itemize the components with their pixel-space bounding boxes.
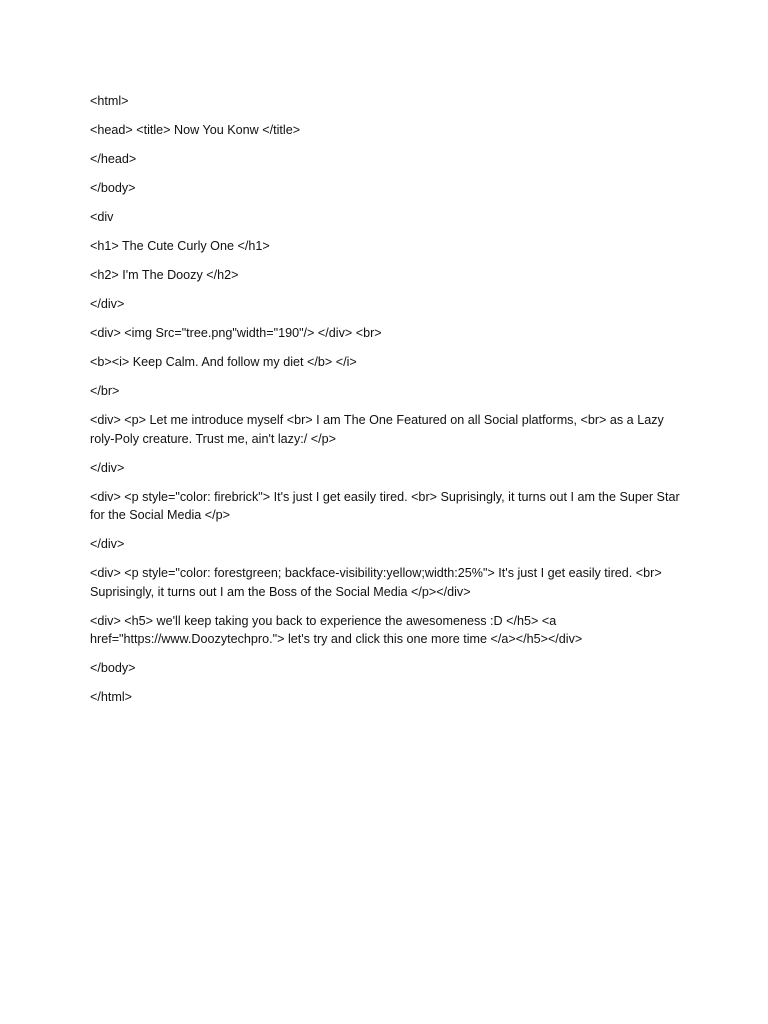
code-line-head-close: </head>	[90, 152, 137, 166]
code-line-body-close: </body>	[90, 181, 136, 195]
code-listing	[90, 92, 684, 717]
code-line-div-close-3: </div>	[90, 537, 125, 551]
code-line-div-close-2: </div>	[90, 460, 125, 475]
code-line-div-open: <div	[90, 210, 114, 224]
code-line-forestgreen-paragraph: <div> <p style="color: forestgreen; backface-visibility:yellow;width:25%"> It's just I get easily tired. <br> Suprisingly, it turns out I am the Boss of the Social Media </p></div>	[90, 566, 666, 599]
code-line-head-title: <head> <title> Now You Konw </title>	[90, 123, 301, 137]
code-line-firebrick-paragraph: <div> <p style="color: firebrick"> It's just I get easily tired. <br> Suprisingly, it turns out I am the Super Star for the Social Media </p>	[90, 489, 684, 522]
code-line-html-open: <html>	[90, 94, 129, 108]
code-line-keep-calm: <b><i> Keep Calm. And follow my diet </b> </i>	[90, 355, 357, 369]
code-line-body-close-2: </body>	[90, 661, 136, 675]
code-line-html-close: </html>	[90, 690, 132, 704]
code-line-h2: <h2> I'm The Doozy </h2>	[90, 268, 239, 282]
code-line-div-close: </div>	[90, 297, 125, 311]
code-line-img: <div> <img Src="tree.png"width="190"/> </div> <br>	[90, 326, 382, 340]
code-line-introduce-paragraph: <div> <p> Let me introduce myself <br> I am The One Featured on all Social platforms, <br> as a Lazy roly-Poly creature. Trust me, ain't lazy:/ </p>	[90, 413, 668, 446]
code-line-h1: <h1> The Cute Curly One </h1>	[90, 239, 270, 253]
code-line-br-close: </br>	[90, 384, 120, 398]
code-line-h5-link: <div> <h5> we'll keep taking you back to experience the awesomeness :D </h5> <a href="https://www.Doozytechpro."> let's try and click this one more time </a></h5></div>	[90, 613, 583, 646]
